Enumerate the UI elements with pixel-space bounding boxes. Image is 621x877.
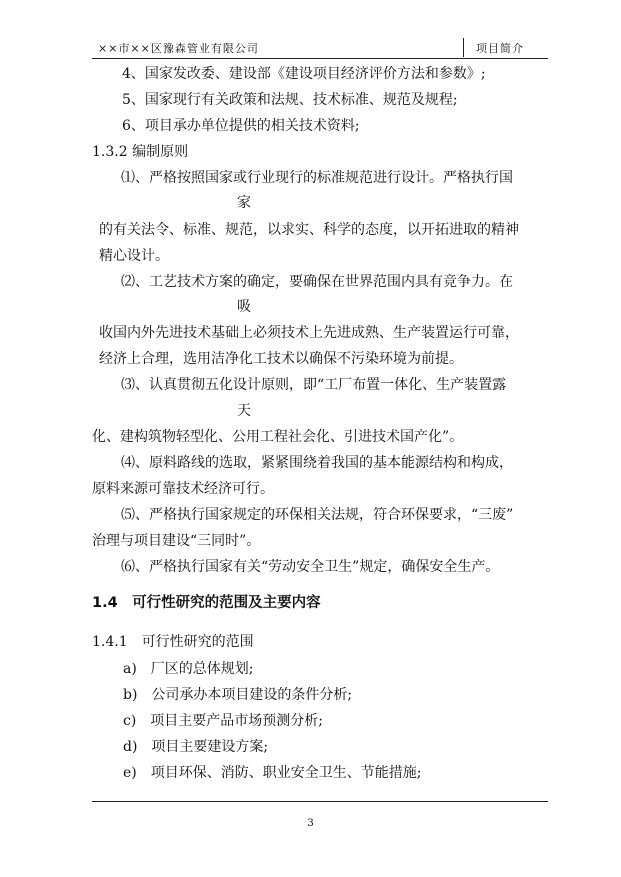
header-divider	[463, 38, 464, 57]
header-company: ××市××区豫森管业有限公司	[98, 42, 259, 55]
principle-line: 经济上合理，选用洁净化工技术以确保不污染环境为前提。	[99, 351, 463, 367]
scope-item: d) 项目主要建设方案;	[123, 739, 269, 755]
principle-line: ⑹、严格执行国家有关“劳动安全卫生”规定，确保安全生产。	[121, 559, 500, 575]
principle-line: 化、建构筑物轻型化、公用工程社会化、引进技术国产化”。	[92, 429, 464, 445]
scope-item: e) 项目环保、消防、职业安全卫生、节能措施;	[123, 765, 422, 781]
page-number: 3	[307, 818, 314, 829]
reference-item: 6、项目承办单位提供的相关技术资料;	[122, 118, 360, 134]
page-header	[92, 40, 548, 58]
scope-item: b) 公司承办本项目建设的条件分析;	[123, 687, 353, 703]
scope-subheading: 1.4.1 可行性研究的范围	[92, 634, 254, 650]
principle-line: 家	[237, 195, 251, 211]
scope-item: a) 厂区的总体规划;	[123, 661, 254, 677]
header-rule	[92, 58, 548, 59]
reference-item: 5、国家现行有关政策和法规、技术标准、规范及规程;	[122, 92, 458, 108]
principle-line: ⑵、工艺技术方案的确定，要确保在世界范围内具有竞争力。在	[121, 274, 513, 290]
principle-line: ⑴、严格按照国家或行业现行的标准规范进行设计。严格执行国	[121, 170, 513, 186]
principle-line: ⑸、严格执行国家规定的环保相关法规，符合环保要求，“三废”	[121, 507, 514, 523]
principles-heading: 1.3.2 编制原则	[92, 144, 189, 160]
principle-line: 天	[237, 403, 251, 419]
scope-item: c) 项目主要产品市场预测分析;	[123, 713, 324, 729]
principle-line: 原料来源可靠技术经济可行。	[92, 481, 274, 497]
principle-line: 收国内外先进技术基础上必须技术上先进成熟、生产装置运行可靠，	[99, 325, 519, 341]
principle-line: 精心设计。	[99, 248, 169, 264]
principle-line: 的有关法令、标准、规范，以求实、科学的态度，以开拓进取的精神	[99, 222, 519, 238]
header-section: 项目简介	[476, 42, 524, 55]
principle-line: 治理与项目建设“三同时”。	[92, 533, 261, 549]
footer-rule	[92, 801, 548, 802]
reference-item: 4、国家发改委、建设部《建设项目经济评价方法和参数》;	[122, 66, 486, 82]
principle-line: ⑷、原料路线的选取，紧紧围绕着我国的基本能源结构和构成，	[121, 455, 513, 471]
principle-line: 吸	[237, 299, 251, 315]
scope-heading: 1.4 可行性研究的范围及主要内容	[92, 595, 321, 611]
principle-line: ⑶、认真贯彻五化设计原则，即“工厂布置一体化、生产装置露	[121, 377, 507, 393]
